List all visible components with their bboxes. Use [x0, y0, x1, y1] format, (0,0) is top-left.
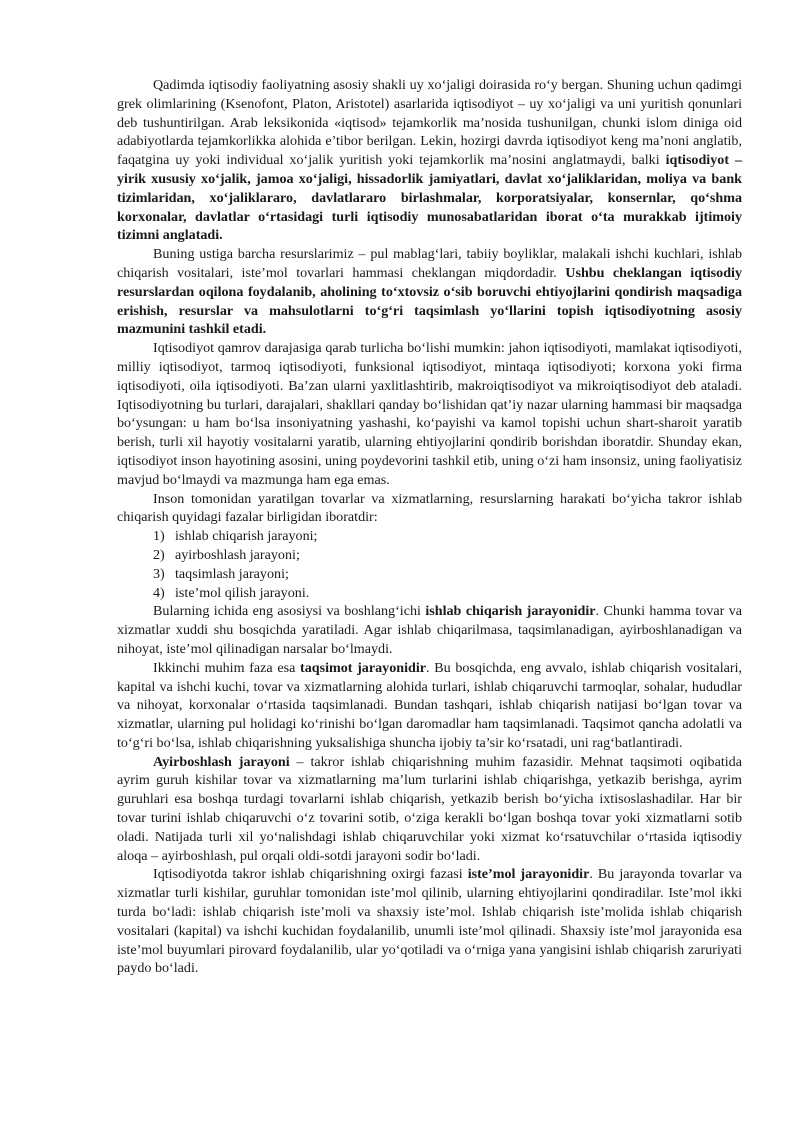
paragraph-text: . Chunki hamma tovar va xizmatlar xuddi shu bosqichda yaratiladi. Agar ishlab chiqarilmasa, taqsimlanadigan, ayirboshlanadigan va nihoyat, iste’mol qilinadigan narsalar bo‘lmaydi.	[117, 603, 743, 657]
paragraph-text: Qadimda iqtisodiy faoliyatning asosiy shakli uy xo‘jaligi doirasida ro‘y bergan. Shuning uchun qadimgi grek olimlarining (Ksenofont, Platon, Aristotel) asarlarida iqtisodiyot – uy xo‘jaligi va uni yuritish qonunlari deb tushuntirilgan. Arab leksikonida «iqtisod» tejamkorlik ma’nosida tushunilgan, chunki islom diniga oid adabiyotlarda tejamkorlikka alohida e’tibor berilgan. Lekin, hozirgi davrda iqtisodiyot keng ma’noni anglatib, faqatgina uy yoki individual xo‘jalik yuritish yoki tejamkorlik ma’nosini anglatmaydi, balki	[117, 77, 742, 169]
paragraph-bold-text: iqtisodiyot – yirik xususiy xo‘jalik, jamoa xo‘jaligi, hissadorlik jamiyatlari, davlat xo‘jaliklaridan, moliya va bank tizimlaridan, xo‘jaliklararo, davlatlararo birlashmalar, korporatsiyalar, konsernlar, qo‘shma korxonalar, davlatlar o‘rtasidagi turli iqtisodiy munosabatlaridan iborat o‘ta murakkab ijtimoiy tizimni anglatadi.	[117, 152, 742, 244]
paragraph-intro	[117, 76, 742, 245]
paragraph-bold-text: iste’mol jarayonidir	[467, 866, 590, 883]
list-item-number: 1)	[153, 528, 165, 545]
document-page	[117, 76, 742, 978]
paragraph-resources	[117, 245, 742, 339]
list-item-number: 4)	[153, 584, 165, 601]
paragraph-text: Bularning ichida eng asosiysi va boshlang‘ichi	[153, 603, 426, 620]
list-item-text: iste’mol qilish jarayoni.	[175, 584, 310, 601]
phases-list	[117, 527, 742, 602]
paragraph-text: Inson tomonidan yaratilgan tovarlar va xizmatlarning, resurslarning harakati bo‘yicha takror ishlab chiqarish quyidagi fazalar birligidan iboratdir:	[117, 490, 742, 526]
paragraph-text: Iqtisodiyotda takror ishlab chiqarishning oxirgi fazasi	[153, 866, 468, 883]
paragraph-text: . Bu bosqichda, eng avvalo, ishlab chiqarish vositalari, kapital va ishchi kuchi, tovar va xizmatlarning alohida turlari, ishlab chiqaruvchi tarmoqlar, sohalar, hududlar va nihoyat, korxonalar o‘rtasida taqsimlanadi. Bundan tashqari, ishlab chiqarish natijasi bo‘lgan tovar va xizmatlar, ularning pul holidagi ko‘rinishi bo‘lgan daromadlar ham taqsimlanadi. Taqsimot qancha adolatli va to‘g‘ri bo‘lsa, ishlab chiqarishning yuksalishiga shuncha ijobiy ta’sir ko‘rsatadi, uni rag‘batlantiradi.	[117, 659, 743, 751]
paragraph-text: Buning ustiga barcha resurslarimiz – pul mablag‘lari, tabiiy boyliklar, malakali ishchi kuchlari, ishlab chiqarish vositalari, iste’mol tovarlari hammasi cheklangan miqdordadir.	[117, 246, 742, 281]
paragraph-scope	[117, 339, 742, 489]
paragraph-consumption	[117, 865, 742, 978]
list-item	[117, 565, 742, 584]
paragraph-production	[117, 602, 742, 658]
list-item-text: ayirboshlash jarayoni;	[175, 546, 300, 563]
paragraph-distribution	[117, 659, 742, 753]
paragraph-exchange	[117, 753, 742, 866]
paragraph-bold-text: taqsimot jarayonidir	[300, 659, 427, 676]
paragraph-bold-text: Ushbu cheklangan iqtisodiy resurslardan oqilona foydalanib, aholining to‘xtovsiz o‘sib boruvchi ehtiyojlarini qondirish maqsadiga erishish, resurslar va mahsulotlarni to‘g‘ri taqsimlash yo‘llarini topish iqtisodiyotning asosiy mazmunini tashkil etadi.	[117, 264, 743, 338]
paragraph-text: – takror ishlab chiqarishning muhim fazasidir. Mehnat taqsimoti oqibatida ayrim guruh kishilar tovar va xizmatlarning ma’lum turlarini ishlab chiqarishga, yetkazib berishga, ayrim guruhlari esa boshqa turdagi tovarlarni ishlab chiqarish, yetkazib berish bo‘yicha ixtisoslashadilar. Har bir tovar turini ishlab chiqaruvchi o‘z tovarini sotib, o‘ziga kerakli bo‘lgan boshqa tovar yoki xizmatlarni sotib oladi. Natijada turli xil yo‘nalishdagi ishlab chiqaruvchilar yoki xizmat ko‘rsatuvchilar o‘rtasida iqtisodiy aloqa – ayirboshlash, pul orqali oldi-sotdi jarayoni sodir bo‘ladi.	[117, 753, 742, 864]
paragraph-text: . Bu jarayonda tovarlar va xizmatlar turli kishilar, guruhlar tomonidan iste’mol qilinib, ularning ehtiyojlarini qondiradilar. Iste’mol ikki turda bo‘ladi: ishlab chiqarish iste’moli va shaxsiy iste’mol. Ishlab chiqarish iste’molida ishlab chiqarish vositalari (kapital) va ishchi kuchidan foydalanilib, unumli iste’mol qilinadi. Shaxsiy iste’mol jarayonida esa iste’mol buyumlari pirovard foydalanilib, ular yo‘qotiladi va o‘rniga yana yangisini ishlab chiqarish zaruriyati paydo bo‘ladi.	[117, 866, 742, 977]
paragraph-text: Ikkinchi muhim faza esa	[153, 659, 300, 676]
list-item	[117, 527, 742, 546]
paragraph-phases-intro	[117, 490, 742, 528]
list-item-number: 3)	[153, 565, 165, 582]
list-item-text: ishlab chiqarish jarayoni;	[175, 528, 318, 545]
list-item-text: taqsimlash jarayoni;	[175, 565, 289, 582]
paragraph-bold-text: Ayirboshlash jarayoni	[153, 753, 290, 770]
list-item-number: 2)	[153, 546, 165, 563]
list-item	[117, 584, 742, 603]
paragraph-text: Iqtisodiyot qamrov darajasiga qarab turlicha bo‘lishi mumkin: jahon iqtisodiyoti, mamlakat iqtisodiyoti, milliy iqtisodiyot, tarmoq iqtisodiyoti, funksional iqtisodiyot, mintaqa iqtisodiyoti; korxona yoki firma iqtisodiyoti, oila iqtisodiyoti. Ba’zan ularni yaxlitlashtirib, makroiqtisodiyot va mikroiqtisodiyot deb ataladi. Iqtisodiyotning bu turlari, darajalari, shakllari qanday bo‘lishidan qat’iy nazar ularning hammasi bir maqsadga bo‘ysungan: u ham bo‘lsa insoniyatning yashashi, ko‘payishi va kamol topishi uchun shart-sharoit yaratib berish, turli xil hayotiy vositalarni yaratib, ularning ehtiyojlarini qondirib borishdan iboratdir. Shunday ekan, iqtisodiyot inson hayotining asosini, uning poydevorini tashkil etib, uning o‘zi ham insonsiz, uning faoliyatisiz mavjud bo‘lmaydi va mazmunga ham ega emas.	[117, 340, 742, 488]
list-item	[117, 546, 742, 565]
paragraph-bold-text: ishlab chiqarish jarayonidir	[425, 603, 596, 620]
